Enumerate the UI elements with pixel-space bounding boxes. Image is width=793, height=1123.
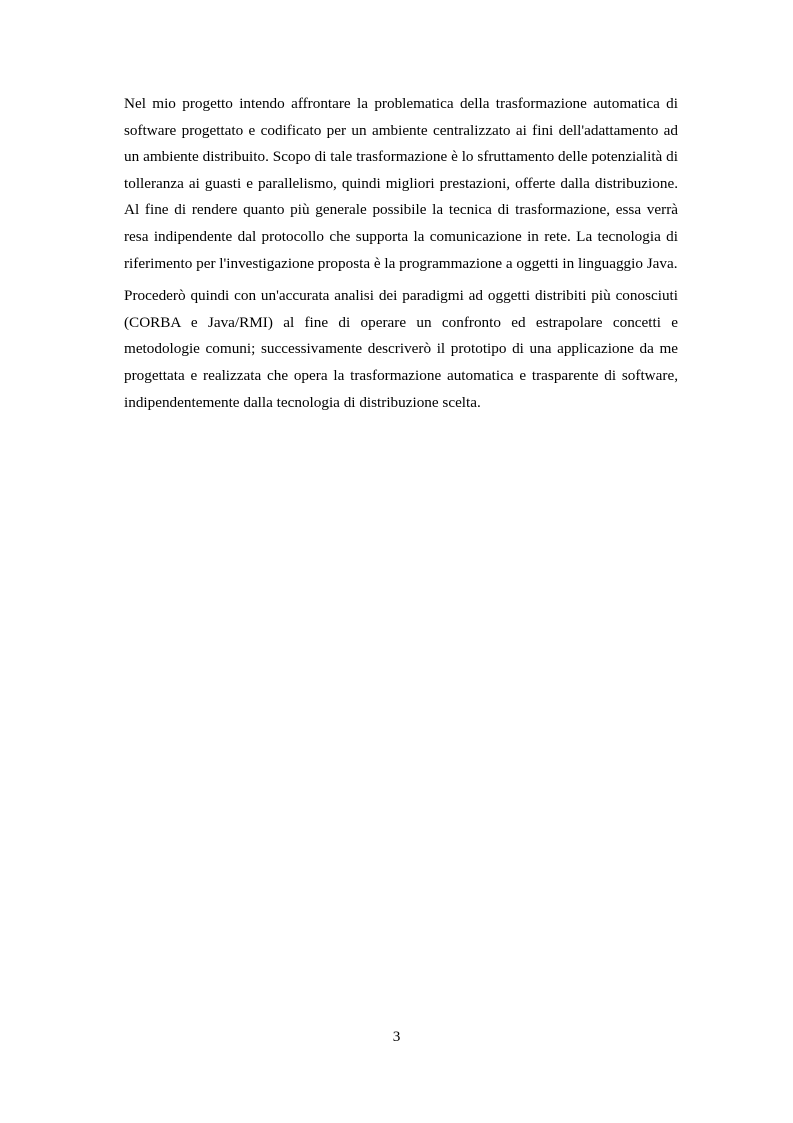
body-text [124, 91, 678, 416]
paragraph-2: Procederò quindi con un'accurata analisi dei paradigmi ad oggetti distribiti più conosciuti (CORBA e Java/RMI) al fine di operare un confronto ed estrapolare concetti e metodologie comuni; successivamente descriverò il prototipo di una applicazione da me progettata e realizzata che opera la trasformazione automatica e trasparente di software, indipendentemente dalla tecnologia di distribuzione scelta. [124, 287, 678, 411]
paragraph-1: Nel mio progetto intendo affrontare la problematica della trasformazione automatica di software progettato e codificato per un ambiente centralizzato ai fini dell'adattamento ad un ambiente distribuito. Scopo di tale trasformazione è lo sfruttamento delle potenzialità di tolleranza ai guasti e parallelismo, quindi migliori prestazioni, offerte dalla distribuzione. Al fine di rendere quanto più generale possibile la tecnica di trasformazione, essa verrà resa indipendente dal protocollo che supporta la comunicazione in rete. La tecnologia di riferimento per l'investigazione proposta è la programmazione a oggetti in linguaggio Java. [124, 95, 678, 272]
page-number: 3 [392, 1028, 401, 1045]
